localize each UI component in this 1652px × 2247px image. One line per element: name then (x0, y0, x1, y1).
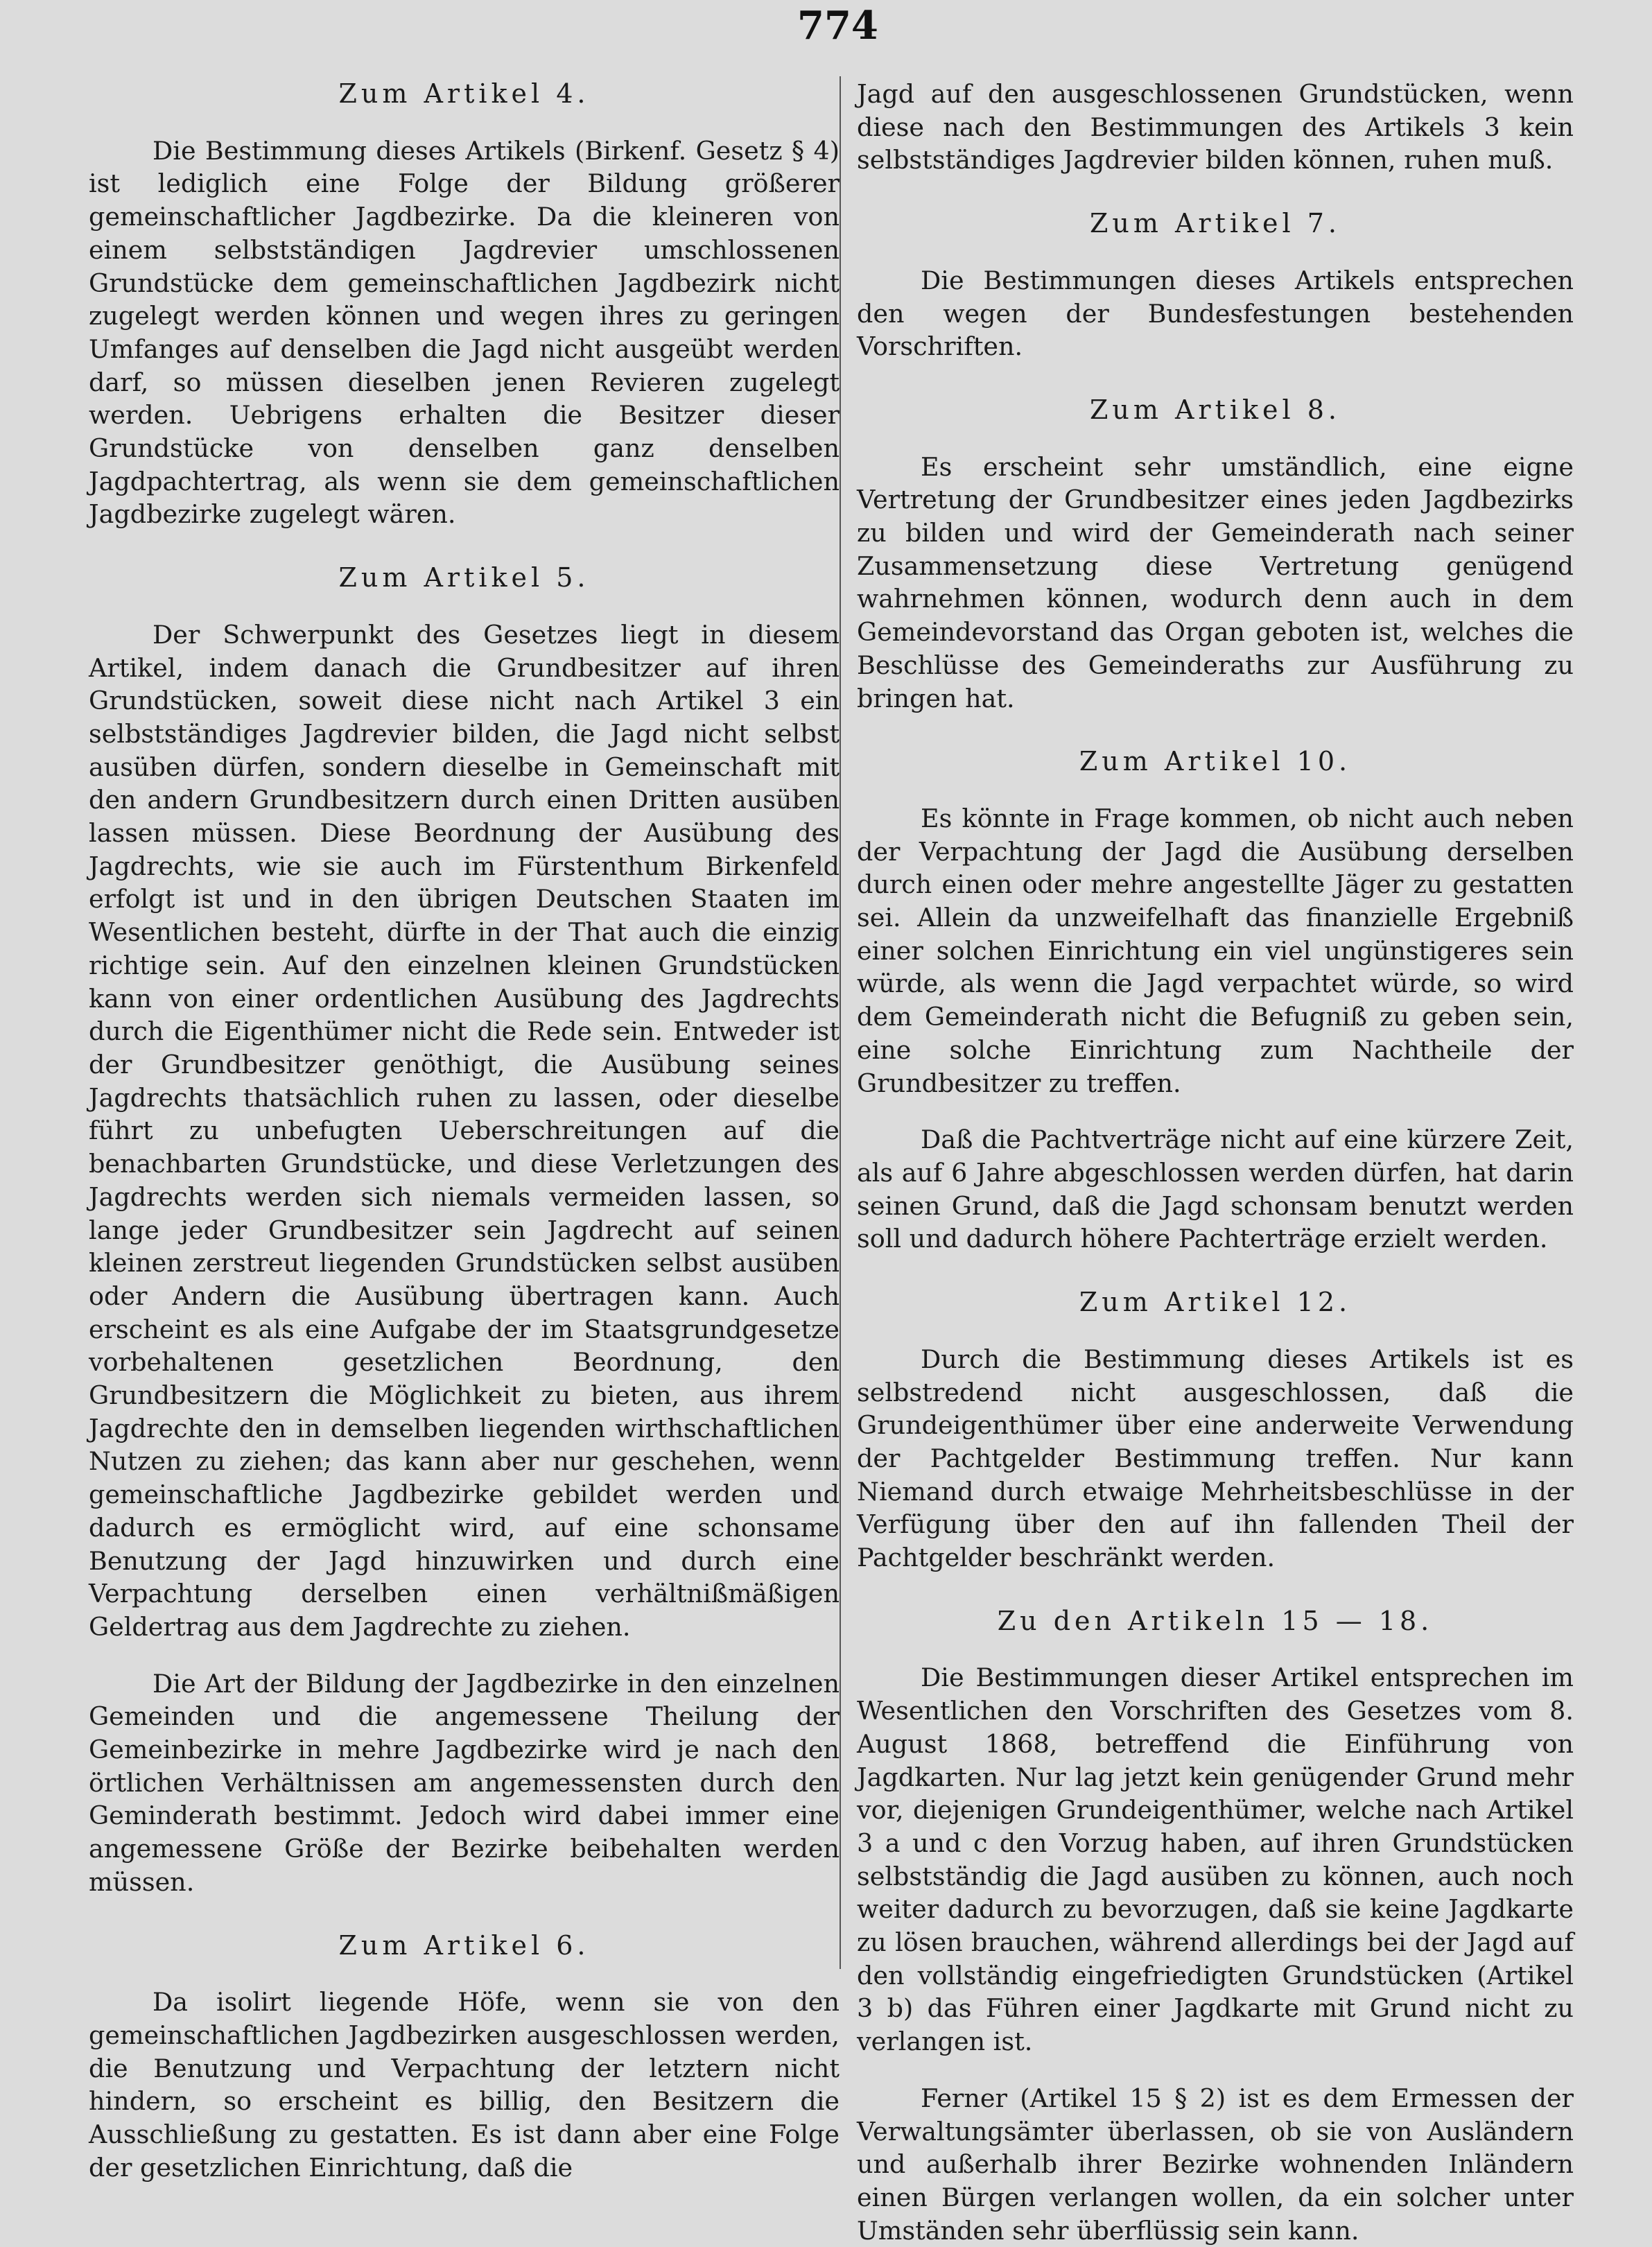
heading-artikel-10: Zum Artikel 10. (1079, 746, 1352, 777)
right-column (857, 78, 1574, 2247)
heading-artikel-15-18: Zu den Artikeln 15 — 18. (997, 1605, 1434, 1636)
paragraph-artikel-6: Da isolirt liegende Höfe, wenn sie von den gemeinschaftlichen Jagdbezirken ausgeschlossen werden, die Benutzung und Verpachtung der letztern nicht hindern, so erscheint es billig, den Besitzern die Ausschließung zu gestatten. Es ist dann aber eine Folge der gesetzlichen Einrichtung, daß die (89, 1987, 840, 2183)
heading-artikel-5: Zum Artikel 5. (338, 562, 590, 593)
paragraph-artikel-10-2: Daß die Pachtverträge nicht auf eine kürzere Zeit, als auf 6 Jahre abgeschlossen werden dürfen, hat darin seinen Grund, daß die Jagd schonsam benutzt werden soll und dadurch höhere Pachterträge erzielt werden. (857, 1125, 1574, 1254)
paragraph-artikel-7: Die Bestimmungen dieses Artikels entsprechen den wegen der Bundesfestungen bestehenden Vorschriften. (857, 265, 1574, 362)
heading-artikel-12: Zum Artikel 12. (1079, 1287, 1352, 1318)
heading-artikel-6: Zum Artikel 6. (338, 1929, 590, 1961)
paragraph-artikel-6-continued: Jagd auf den ausgeschlossenen Grundstücken, wenn diese nach den Bestimmungen des Artikels 3 kein selbstständiges Jagdrevier bilden können, ruhen muß. (857, 79, 1574, 175)
heading-artikel-4: Zum Artikel 4. (338, 78, 590, 109)
paragraph-artikel-15-18-2: Ferner (Artikel 15 § 2) ist es dem Ermessen der Verwaltungsämter überlassen, ob sie von Ausländern und außerhalb ihrer Bezirke wohnenden Inländern einen Bürgen verlangen wollen, da ein solcher unter Umständen sehr überflüssig sein kann. (857, 2083, 1574, 2246)
paragraph-artikel-5-1: Der Schwerpunkt des Gesetzes liegt in diesem Artikel, indem danach die Grundbesitzer auf ihren Grundstücken, soweit diese nicht nach Artikel 3 ein selbstständiges Jagdrevier bilden, die Jagd nicht selbst ausüben dürfen, sondern dieselbe in Gemeinschaft mit den andern Grundbesitzern durch einen Dritten ausüben lassen müssen. Diese Beordnung der Ausübung des Jagdrechts, wie sie auch im Fürstenthum Birkenfeld erfolgt ist und in den übrigen Deutschen Staaten im Wesentlichen besteht, dürfte in der That auch die einzig richtige sein. Auf den einzelnen kleinen Grundstücken kann von einer ordentlichen Ausübung des Jagdrechts durch die Eigenthümer nicht die Rede sein. Entweder ist der Grundbesitzer genöthigt, die Ausübung seines Jagdrechts thatsächlich ruhen zu lassen, oder dieselbe führt zu unbefugten Ueberschreitungen auf die benachbarten Grundstücke, und diese Verletzungen des Jagdrechts werden sich niemals vermeiden lassen, so lange jeder Grundbesitzer sein Jagdrecht auf seinen kleinen zerstreut liegenden Grundstücken selbst ausüben oder Andern die Ausübung übertragen kann. Auch erscheint es als eine Aufgabe der im Staatsgrundgesetze vorbehaltenen gesetzlichen Beordnung, den Grundbesitzern die Möglichkeit zu bieten, aus ihrem Jagdrechte den in demselben liegenden wirthschaftlichen Nutzen zu ziehen; das kann aber nur geschehen, wenn gemeinschaftliche Jagdbezirke gebildet werden und dadurch es ermöglicht wird, auf eine schonsame Benutzung der Jagd hinzuwirken und durch eine Verpachtung derselben einen verhältnißmäßigen Geldertrag aus dem Jagdrechte zu ziehen. (89, 619, 840, 1642)
heading-artikel-7: Zum Artikel 7. (1089, 208, 1341, 239)
paragraph-artikel-15-18-1: Die Bestimmungen dieser Artikel entsprechen im Wesentlichen den Vorschriften des Gesetzes vom 8. August 1868, betreffend die Einführung von Jagdkarten. Nur lag jetzt kein genügender Grund mehr vor, diejenigen Grundeigenthümer, welche nach Artikel 3 a und c den Vorzug haben, auf ihren Grundstücken selbstständig die Jagd ausüben zu können, auch noch weiter dadurch zu bevorzugen, daß sie keine Jagdkarte zu lösen brauchen, während allerdings bei der Jagd auf den vollständig eingefriedigten Grundstücken (Artikel 3 b) das Führen einer Jagdkarte mit Grund nicht zu verlangen ist. (857, 1663, 1574, 2057)
left-column (89, 78, 840, 2184)
paragraph-artikel-8: Es erscheint sehr umständlich, eine eigne Vertretung der Grundbesitzer eines jeden Jagdbezirks zu bilden und wird der Gemeinderath nach seiner Zusammensetzung diese Vertretung genügend wahrnehmen können, wodurch denn auch in dem Gemeindevorstand das Organ geboten ist, welches die Beschlüsse des Gemeinderaths zur Ausführung zu bringen hat. (857, 451, 1574, 713)
column-divider (840, 76, 841, 1969)
paragraph-artikel-4: Die Bestimmung dieses Artikels (Birkenf. Gesetz § 4) ist lediglich eine Folge der Bildung größerer gemeinschaftlicher Jagdbezirke. Da die kleineren von einem selbstständigen Jagdrevier umschlossenen Grundstücke dem gemeinschaftlichen Jagdbezirk nicht zugelegt werden können und wegen ihres zu geringen Umfanges auf denselben die Jagd nicht ausgeübt werden darf, so müssen dieselben jenen Revieren zugelegt werden. Uebrigens erhalten die Besitzer dieser Grundstücke von denselben ganz denselben Jagdpachtertrag, als wenn sie dem gemeinschaftlichen Jagdbezirke zugelegt wären. (89, 135, 840, 530)
paragraph-artikel-12: Durch die Bestimmung dieses Artikels ist es selbstredend nicht ausgeschlossen, daß die Grundeigenthümer über eine anderweite Verwendung der Pachtgelder Bestimmung treffen. Nur kann Niemand durch etwaige Mehrheitsbeschlüsse in der Verfügung über den auf ihn fallenden Theil der Pachtgelder beschränkt werden. (857, 1344, 1574, 1573)
paragraph-artikel-10-1: Es könnte in Frage kommen, ob nicht auch neben der Verpachtung der Jagd die Ausübung derselben durch einen oder mehre angestellte Jäger zu gestatten sei. Allein da unzweifelhaft das finanzielle Ergebniß einer solchen Einrichtung ein viel ungünstigeres sein würde, als wenn die Jagd verpachtet würde, so wird dem Gemeinderath nicht die Befugniß zu geben sein, eine solche Einrichtung zum Nachtheile der Grundbesitzer zu treffen. (857, 803, 1574, 1098)
paragraph-artikel-5-2: Die Art der Bildung der Jagdbezirke in den einzelnen Gemeinden und die angemessene Theilung der Gemeinbezirke in mehre Jagdbezirke wird je nach den örtlichen Verhältnissen am angemessensten durch den Geminderath bestimmt. Jedoch wird dabei immer eine angemessene Größe der Bezirke beibehalten werden müssen. (89, 1668, 840, 1897)
heading-artikel-8: Zum Artikel 8. (1089, 394, 1341, 425)
page-number: 774 (797, 3, 878, 49)
